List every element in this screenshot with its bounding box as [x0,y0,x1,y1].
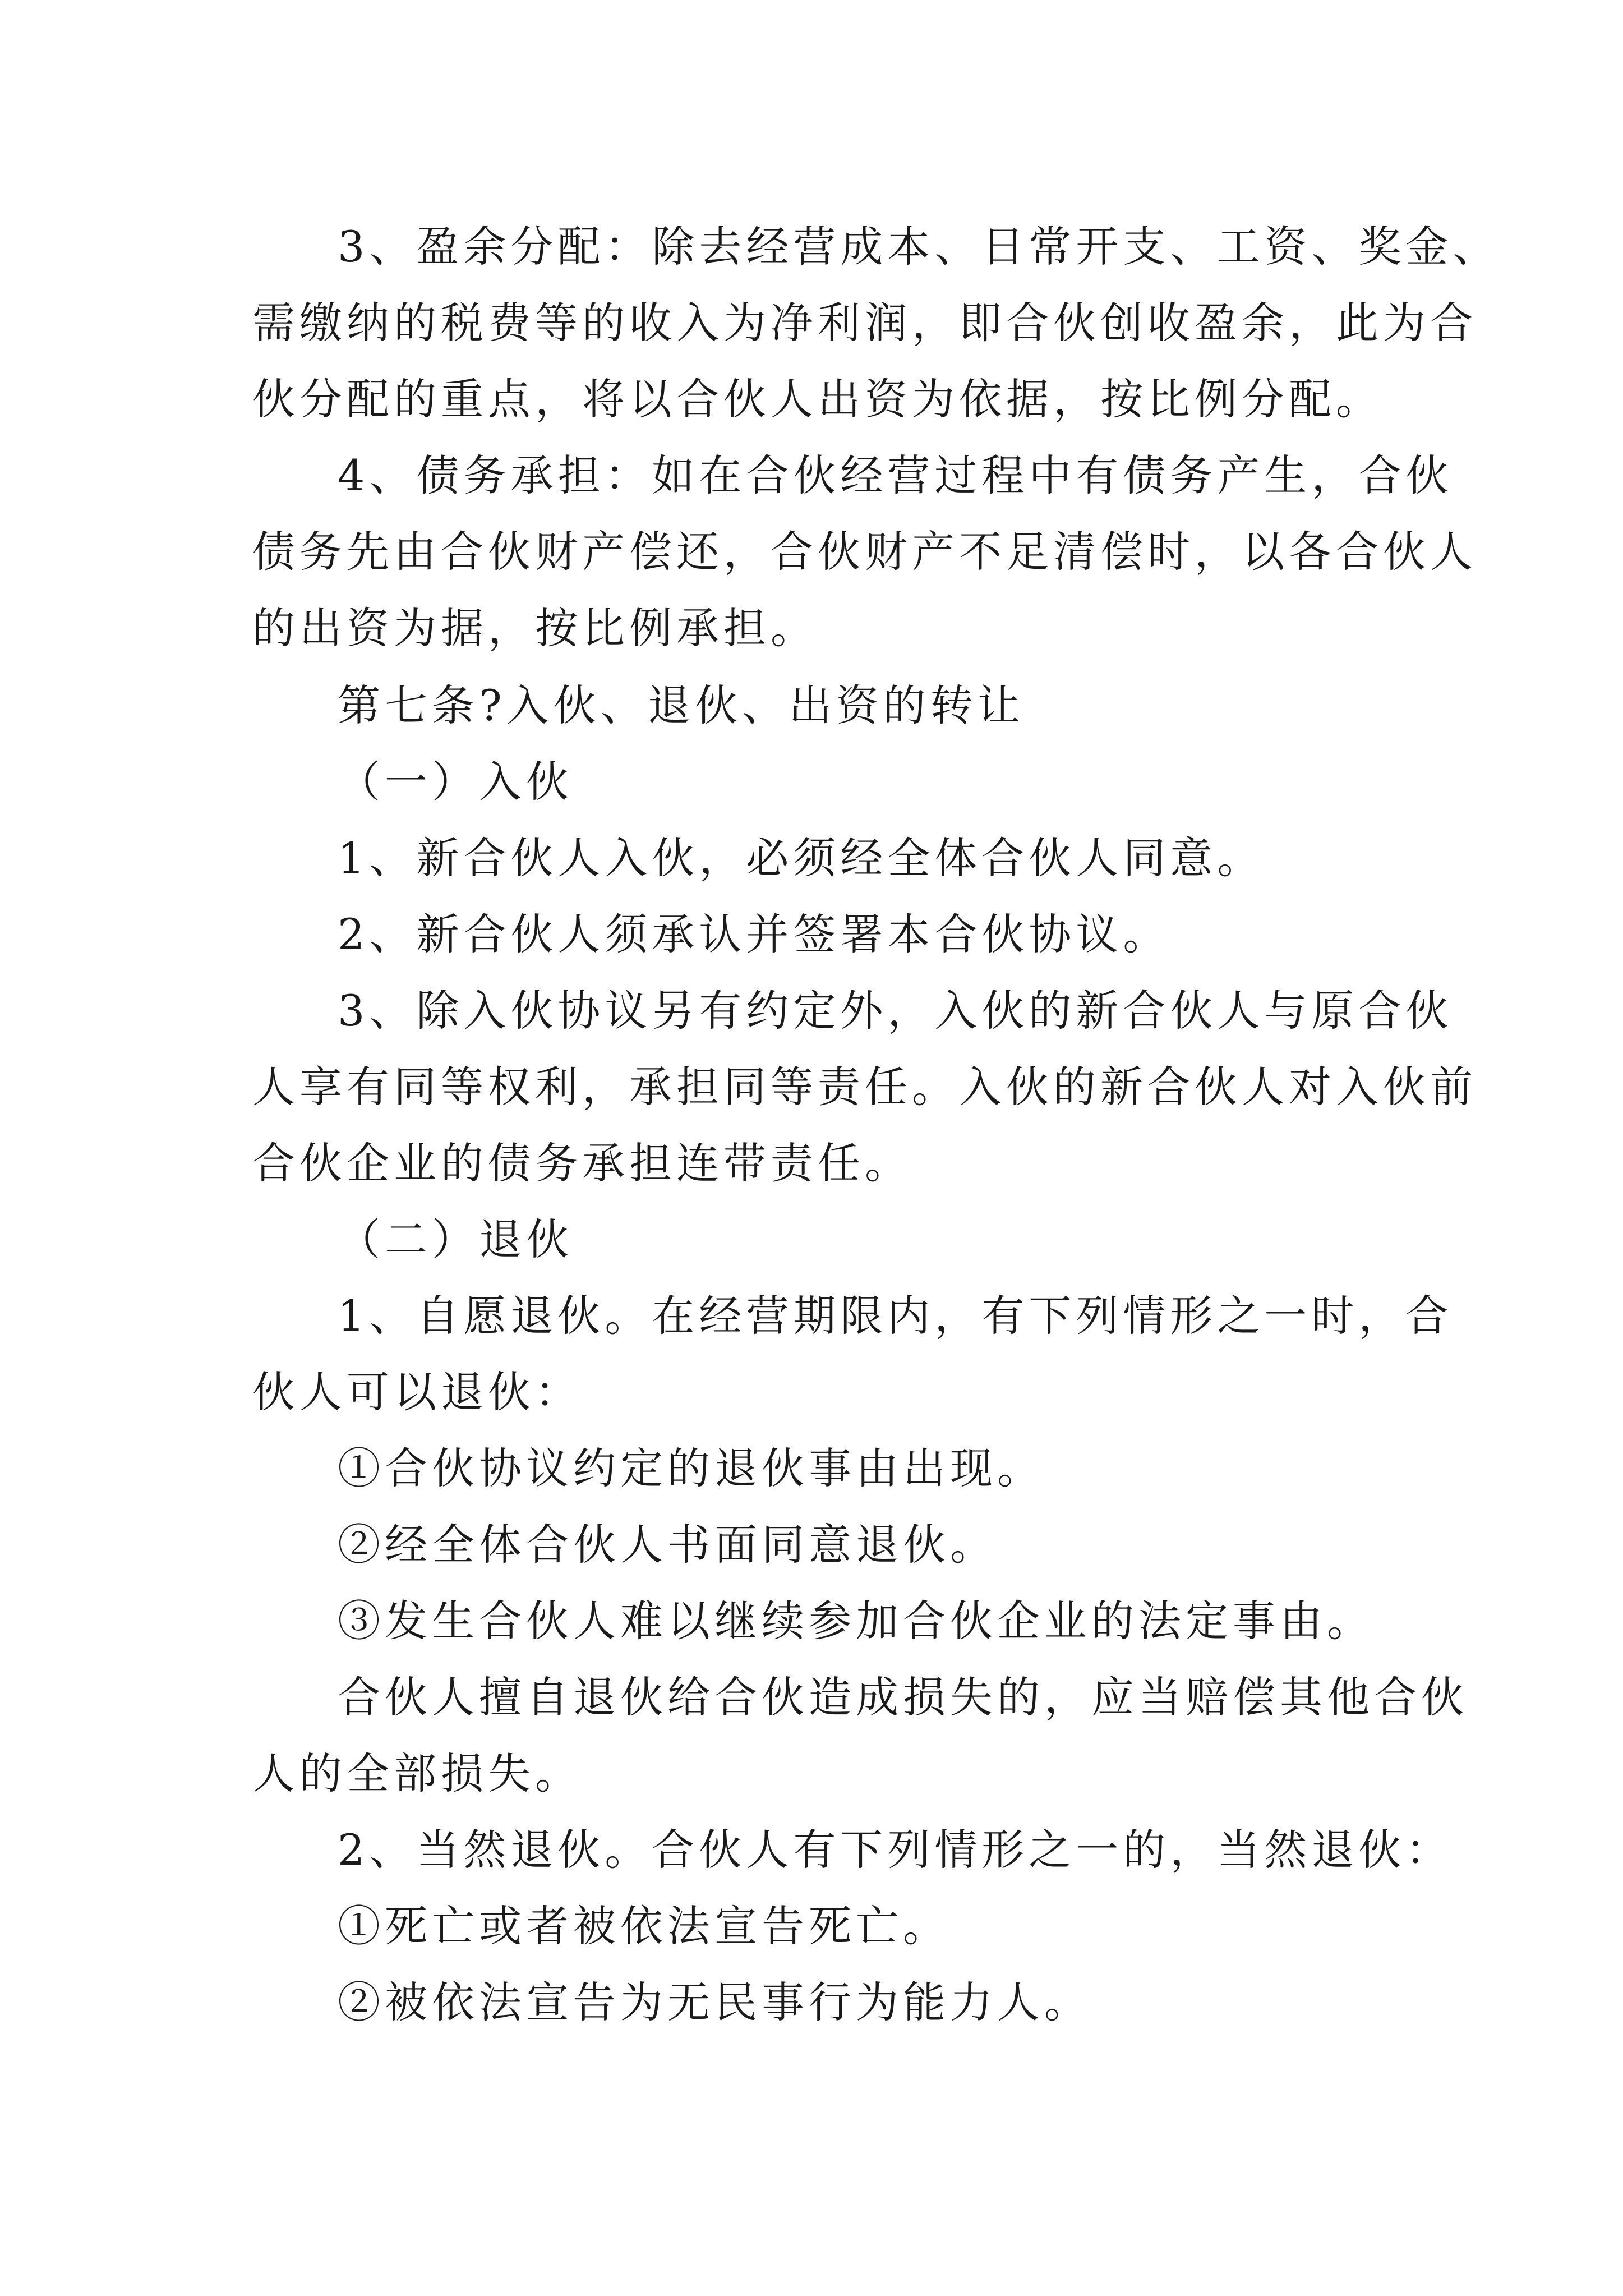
text-line: 需缴纳的税费等的收入为净利润，即合伙创收盈余，此为合 [252,298,1477,348]
text-line: 的出资为据，按比例承担。 [252,603,818,653]
text-line: 人享有同等权利，承担同等责任。入伙的新合伙人对入伙前 [252,1062,1477,1112]
text-line: 人的全部损失。 [252,1749,582,1798]
section-2-heading [252,1202,1374,1278]
text-line: 第七条?入伙、退伙、出资的转让 [338,680,1025,730]
para-voluntary-item-3 [252,1583,1374,1659]
para-voluntary-item-1 [252,1430,1374,1507]
text-line: ②经全体合伙人书面同意退伙。 [338,1520,997,1570]
text-line: 合伙企业的债务承担连带责任。 [252,1138,912,1188]
para-voluntary-item-2 [252,1507,1374,1583]
para-automatic-item-1 [252,1888,1374,1964]
text-line: 债务先由合伙财产偿还，合伙财产不足清偿时，以各合伙人 [252,527,1477,577]
text-line: 伙分配的重点，将以合伙人出资为依据，按比例分配。 [252,374,1383,424]
text-line: 伙人可以退伙： [252,1367,582,1417]
text-line: ③发生合伙人难以继续参加合伙企业的法定事由。 [338,1596,1374,1646]
para-debt-bearing [252,438,1477,666]
para-automatic-withdrawal [252,1812,1453,1888]
para-automatic-item-2 [252,1964,1374,2041]
section-1-heading [252,744,1374,820]
text-line: （一）入伙 [338,757,573,807]
article-7-heading [252,668,1374,744]
text-line: ②被依法宣告为无民事行为能力人。 [338,1977,1091,2027]
para-join-1 [252,820,1374,896]
text-line: ①死亡或者被依法宣告死亡。 [338,1901,950,1951]
text-line: 2、新合伙人须承认并签署本合伙协议。 [338,909,1170,959]
text-line: 合伙人擅自退伙给合伙造成损失的，应当赔偿其他合伙 [338,1672,1468,1722]
text-line: 4、债务承担：如在合伙经营过程中有债务产生，合伙 [338,450,1453,500]
text-line: 2、当然退伙。合伙人有下列情形之一的，当然退伙： [338,1825,1453,1875]
para-surplus-distribution [252,209,1500,438]
text-line: 3、除入伙协议另有约定外，入伙的新合伙人与原合伙 [338,986,1453,1036]
text-line: ①合伙协议约定的退伙事由出现。 [338,1443,1044,1493]
text-line: （二）退伙 [338,1214,573,1264]
para-join-2 [252,896,1374,973]
text-line: 1、自愿退伙。在经营期限内，有下列情形之一时，合 [338,1291,1453,1341]
para-join-3 [252,973,1477,1202]
para-voluntary-withdrawal [252,1278,1453,1430]
para-unauthorized-withdrawal [252,1659,1468,1812]
text-line: 3、盈余分配：除去经营成本、日常开支、工资、奖金、 [338,222,1500,272]
text-line: 1、新合伙人入伙，必须经全体合伙人同意。 [338,833,1265,883]
